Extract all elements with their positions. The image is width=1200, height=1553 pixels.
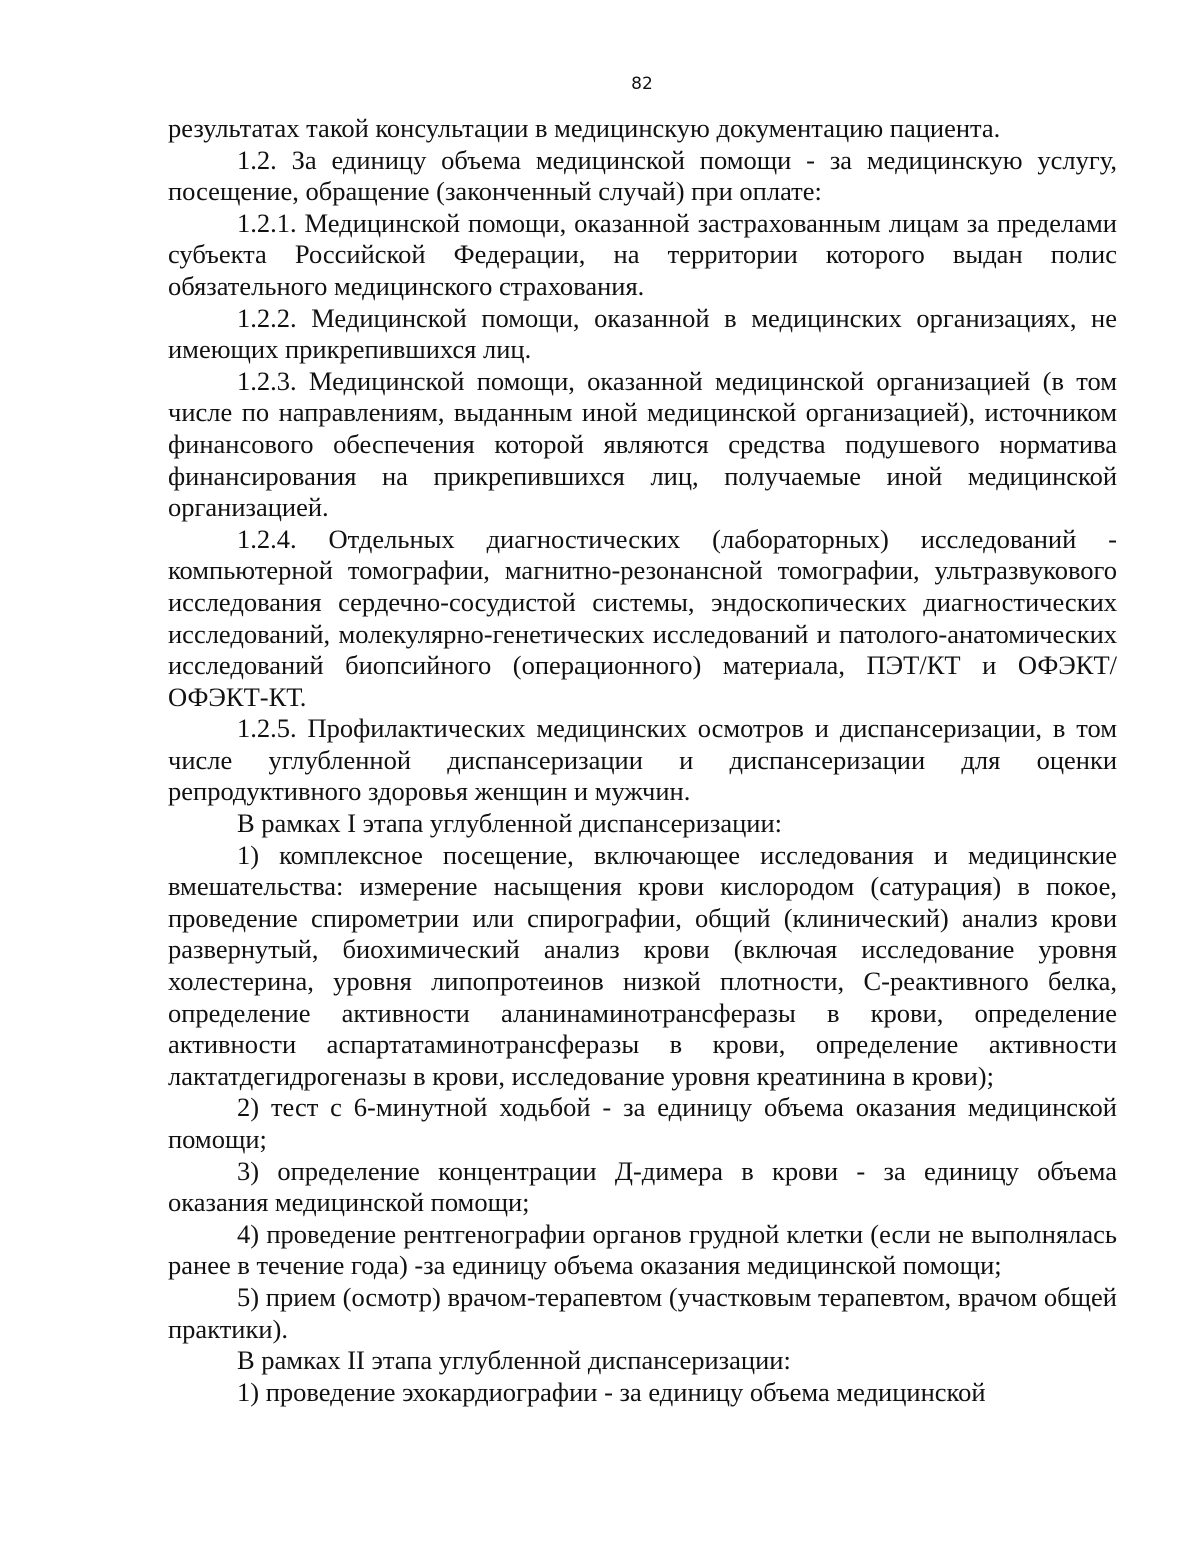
page-number: 82 <box>631 74 653 94</box>
list-item-stage-1-4: 4) проведение рентгенографии органов грудной клетки (если не выполнялась ранее в течение года) -за единицу объема оказания медицинской помощи; <box>168 1218 1117 1281</box>
paragraph-1-2-2: 1.2.2. Медицинской помощи, оказанной в медицинских организациях, не имеющих прикрепившихся лиц. <box>168 302 1117 365</box>
paragraph-stage-2-heading: В рамках II этапа углубленной диспансеризации: <box>237 1345 791 1376</box>
paragraph-1-2-5: 1.2.5. Профилактических медицинских осмотров и диспансеризации, в том числе углубленной диспансеризации и диспансеризации для оценки репродуктивного здоровья женщин и мужчин. <box>168 713 1117 807</box>
paragraph-1-2-3: 1.2.3. Медицинской помощи, оказанной медицинской организацией (в том числе по направлениям, выданным иной медицинской организацией), источником финансового обеспечения которой являются средства подушевого норматива финансирования на прикрепившихся лиц, получаемые иной медицинской организацией. <box>168 365 1117 523</box>
list-item-stage-1-2: 2) тест с 6-минутной ходьбой - за единицу объема оказания медицинской помощи; <box>168 1092 1117 1154</box>
paragraph-continuation: результатах такой консультации в медицинскую документацию пациента. <box>168 113 1001 143</box>
list-item-stage-1-5: 5) прием (осмотр) врачом-терапевтом (участковым терапевтом, врачом общей практики). <box>168 1281 1117 1344</box>
document-body <box>168 113 1117 1408</box>
paragraph-1-2-4: 1.2.4. Отдельных диагностических (лабораторных) исследований - компьютерной томографии, магнитно-резонансной томографии, ультразвукового исследования сердечно-сосудистой системы, эндоскопических диагностических исследований, молекулярно-генетических исследований и патолого-анатомических исследований биопсийного (операционного) материала, ПЭТ/КТ и ОФЭКТ/ОФЭКТ-КТ. <box>168 523 1117 712</box>
list-item-stage-2-1: 1) проведение эхокардиографии - за единицу объема медицинской <box>237 1376 986 1407</box>
paragraph-1-2-1: 1.2.1. Медицинской помощи, оказанной застрахованным лицам за пределами субъекта Российской Федерации, на территории которого выдан полис обязательного медицинского страхования. <box>168 207 1117 301</box>
list-item-stage-1-1: 1) комплексное посещение, включающее исследования и медицинские вмешательства: измерение насыщения крови кислородом (сатурация) в покое, проведение спирометрии или спирографии, общий (клинический) анализ крови развернутый, биохимический анализ крови (включая исследование уровня холестерина, уровня липопротеинов низкой плотности, С-реактивного белка, определение активности аланинаминотрансферазы в крови, определение активности аспартатаминотрансферазы в крови, определение активности лактатдегидрогеназы в крови, исследование уровня креатинина в крови); <box>168 839 1117 1091</box>
paragraph-1-2: 1.2. За единицу объема медицинской помощи - за медицинскую услугу, посещение, обращение (законченный случай) при оплате: <box>168 144 1117 207</box>
paragraph-stage-1-heading: В рамках I этапа углубленной диспансеризации: <box>237 808 782 839</box>
list-item-stage-1-3: 3) определение концентрации Д-димера в крови - за единицу объема оказания медицинской помощи; <box>168 1155 1117 1218</box>
